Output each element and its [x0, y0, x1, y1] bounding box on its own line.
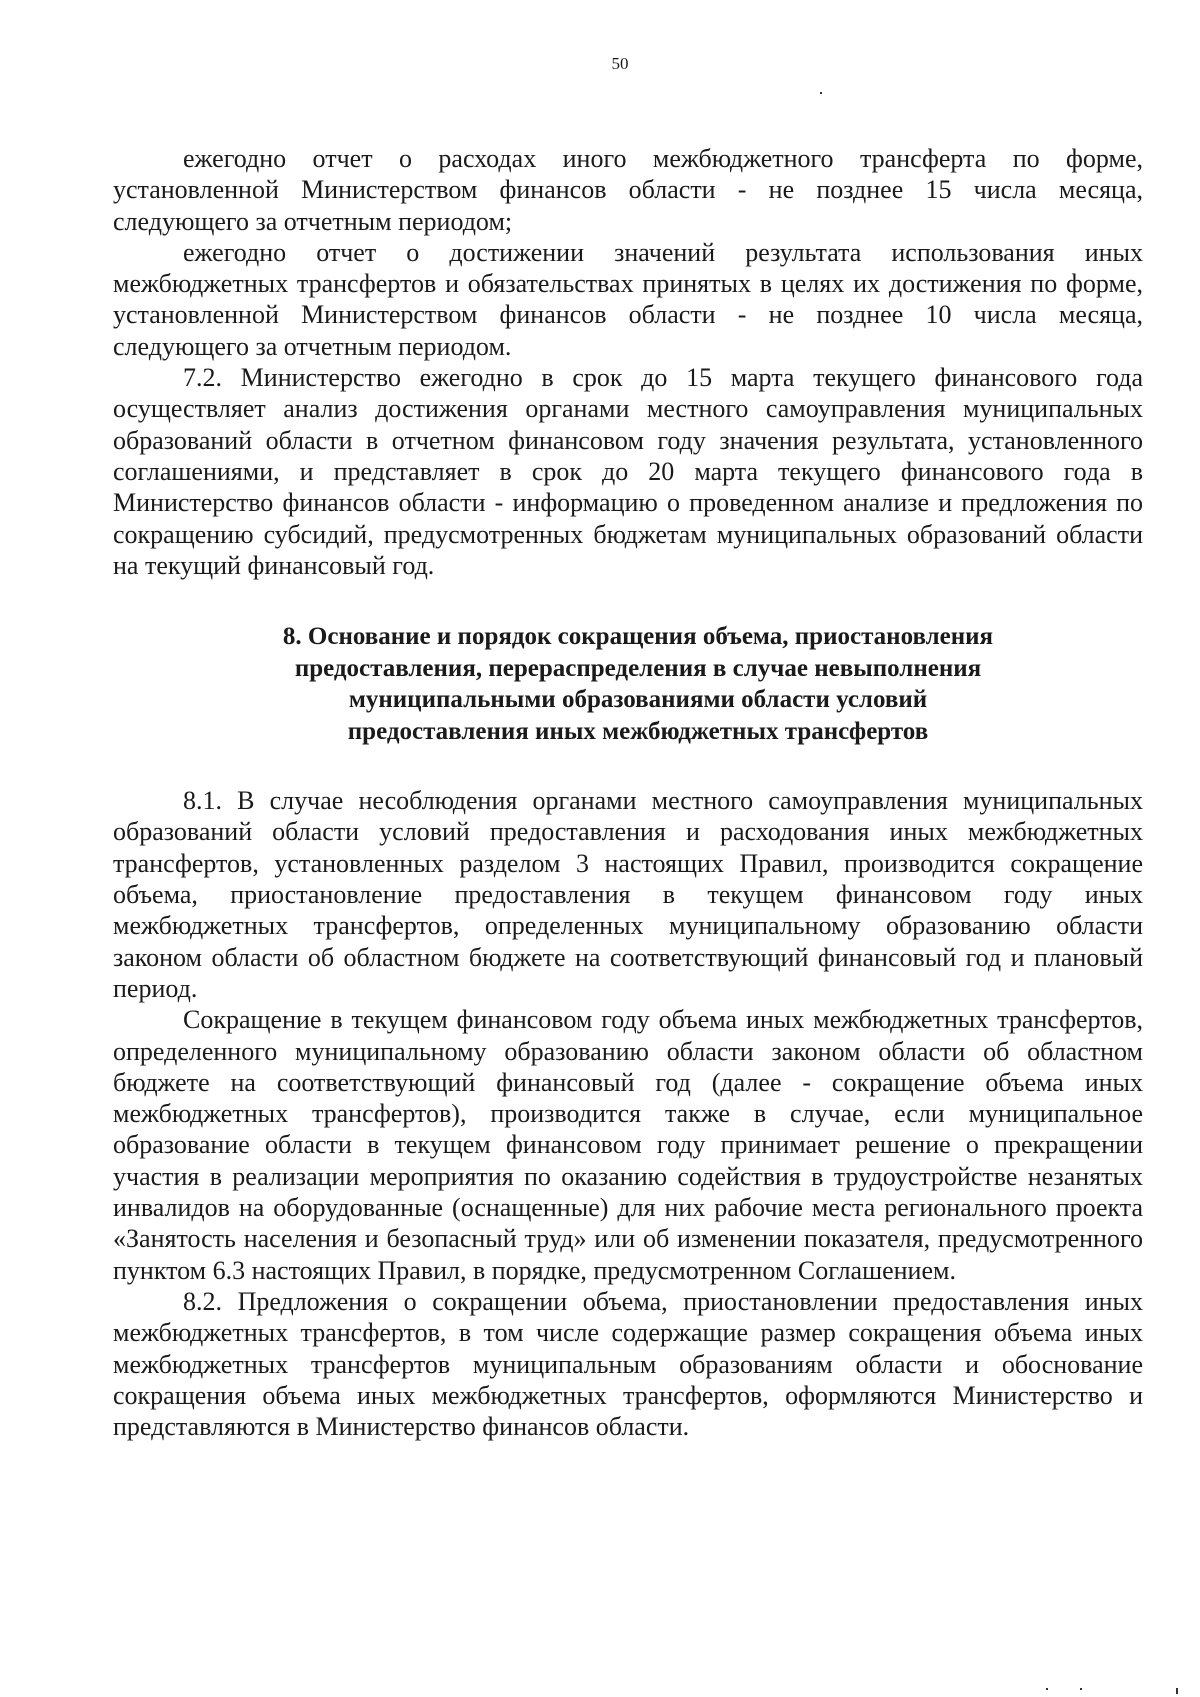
- page-number: 50: [611, 54, 629, 73]
- section-8-heading: [113, 621, 1143, 747]
- document-body: [113, 143, 1143, 1442]
- scan-speck: [820, 92, 822, 94]
- section-8-heading-line: муниципальными образованиями области условий: [348, 686, 928, 714]
- paragraph-expense-report: ежегодно отчет о расходах иного межбюджетного трансферта по форме, установленной Министерством финансов области - не позднее 15 числа месяца, следующего за отчетным периодом;: [113, 144, 1143, 236]
- paragraph-8-1: 8.1. В случае несоблюдения органами местного самоуправления муниципальных образований области условий предоставления и расходования иных межбюджетных трансфертов, установленных разделом 3 настоящих Правил, производится сокращение объема, приостановление предоставления в текущем финансовом году иных межбюджетных трансфертов, определенных муниципальному образованию области законом области об областном бюджете на соответствующий финансовый год и плановый период.: [113, 786, 1143, 1003]
- scan-speck: [1176, 1688, 1178, 1694]
- paragraph-result-report: ежегодно отчет о достижении значений результата использования иных межбюджетных трансфертов и обязательствах принятых в целях их достижения по форме, установленной Министерством финансов области - не позднее 10 числа месяца, следующего за отчетным периодом.: [113, 237, 1143, 361]
- scan-speck: [1046, 1688, 1048, 1690]
- paragraph-reduction: Сокращение в текущем финансовом году объема иных межбюджетных трансфертов, определенного муниципальному образованию области законом области об областном бюджете на соответствующий финансовый год (далее - сокращение объема иных межбюджетных трансфертов), производится также в случае, если муниципальное образование области в текущем финансовом году принимает решение о прекращении участия в реализации мероприятия по оказанию содействия в трудоустройстве незанятых инвалидов на оборудованные (оснащенные) для них рабочие места регионального проекта «Занятость населения и безопасный труд» или об изменении показателя, предусмотренного пунктом 6.3 настоящих Правил, в порядке, предусмотренном Соглашением.: [113, 1005, 1143, 1285]
- section-8-heading-line: предоставления, перераспределения в случае невыполнения: [294, 654, 982, 682]
- paragraph-8-2: 8.2. Предложения о сокращении объема, приостановлении предоставления иных межбюджетных трансфертов, в том числе содержащие размер сокращения объема иных межбюджетных трансфертов муниципальным образованиям области и обоснование сокращения объема иных межбюджетных трансфертов, оформляются Министерство и представляются в Министерство финансов области.: [113, 1286, 1143, 1442]
- paragraph-7-2: 7.2. Министерство ежегодно в срок до 15 марта текущего финансового года осуществляет анализ достижения органами местного самоуправления муниципальных образований области в отчетном финансовом году значения результата, установленного соглашениями, и представляет в срок до 20 марта текущего финансового года в Министерство финансов области - информацию о проведенном анализе и предложения по сокращению субсидий, предусмотренных бюджетам муниципальных образований области на текущий финансовый год.: [113, 363, 1143, 580]
- section-8-heading-line: предоставления иных межбюджетных трансфертов: [347, 717, 929, 745]
- section-8-heading-line: 8. Основание и порядок сокращения объема, приостановления: [282, 623, 994, 651]
- scan-speck: [1080, 1688, 1082, 1690]
